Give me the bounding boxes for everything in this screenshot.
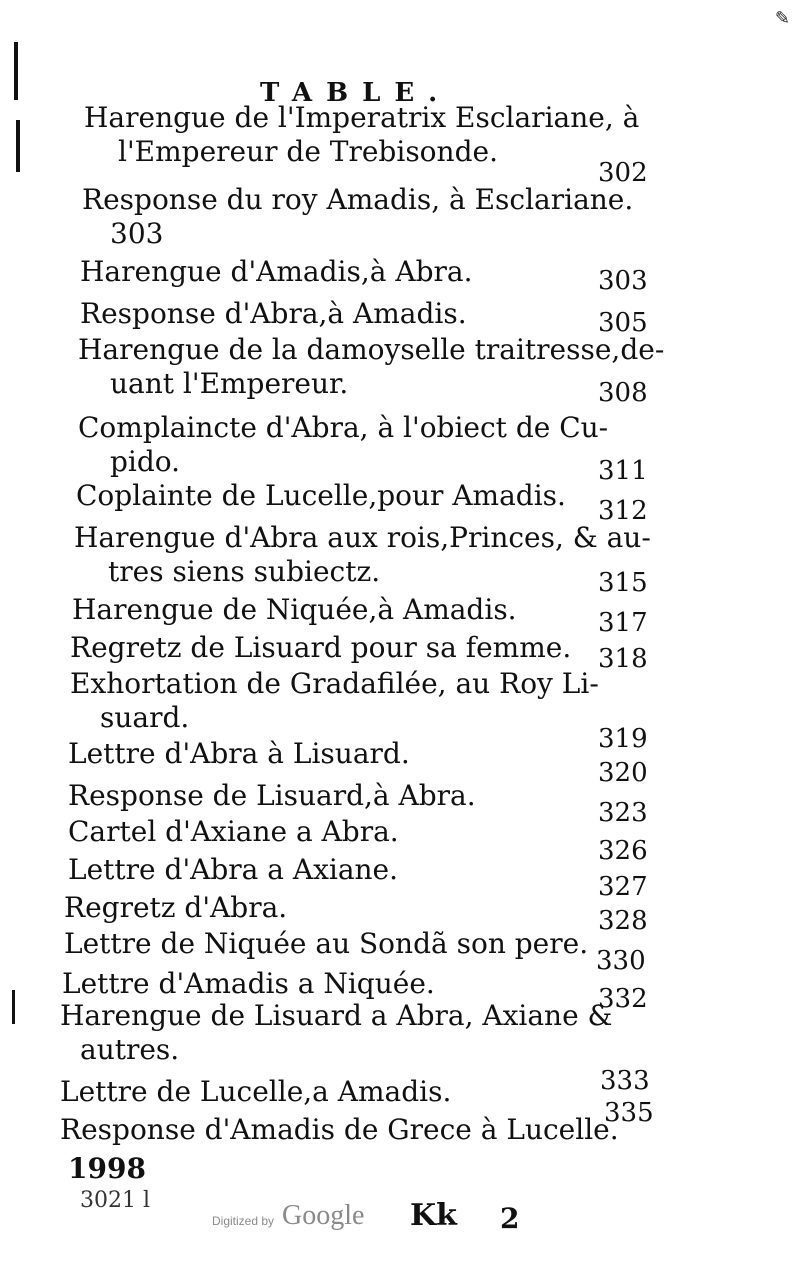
toc-entry-page-number: 327 [598,872,648,902]
google-watermark: Google [282,1200,365,1231]
toc-entry-title: Lettre de Lucelle,a Amadis. [60,1075,452,1108]
toc-entry-page-number: 330 [596,946,646,976]
toc-entry-continuation: pido. [110,445,181,478]
toc-entry-page-number: 317 [598,608,648,638]
toc-entry-title: Lettre d'Amadis a Niquée. [62,967,435,1000]
toc-entry-page-number: 333 [600,1066,650,1096]
toc-entry-title: Harengue d'Abra aux rois,Princes, & au- [74,521,651,554]
toc-entry-title: Harengue de Lisuard a Abra, Axiane & [60,999,613,1032]
toc-entry-title: Complaincte d'Abra, à l'obiect de Cu- [78,411,609,444]
toc-entry-title: Harengue de la damoyselle traitresse,de- [78,333,665,366]
margin-note-text: 3021 l [80,1188,151,1213]
toc-entry-title: Response de Lisuard,à Abra. [68,779,476,812]
toc-entry-page-number: 326 [598,836,648,866]
toc-entry-title: Lettre de Niquée au Sondã son pere. [64,927,589,960]
margin-note-number: 1998 [68,1152,146,1185]
toc-entry-title: Regretz d'Abra. [64,891,288,924]
toc-entry-page-number: 335 [604,1098,654,1128]
toc-entry-page-number: 312 [598,496,648,526]
toc-entry-page-number: 320 [598,758,648,788]
toc-entry-page-number: 318 [598,644,648,674]
toc-entry-title: Regretz de Lisuard pour sa femme. [70,631,572,664]
toc-entry-page-number: 305 [598,308,648,338]
toc-entry-page-number: 303 [598,266,648,296]
toc-entry-continuation: tres siens subiectz. [108,555,381,588]
toc-entry-page-number: 319 [598,724,648,754]
digitized-by-label: Digitized by [212,1214,275,1228]
toc-entry-page-number: 328 [598,906,648,936]
signature-mark: Kk [410,1198,457,1233]
toc-entry-continuation: suard. [100,701,190,734]
toc-entry-page-number: 311 [598,456,648,486]
toc-entry-title: Lettre d'Abra a Axiane. [68,853,399,886]
toc-entry-page-number: 315 [598,568,648,598]
toc-entry-page-number: 308 [598,378,648,408]
toc-entry-continuation: 303 [110,217,164,250]
toc-entry-page-number: 302 [598,158,648,188]
toc-entry-title: Coplainte de Lucelle,pour Amadis. [76,479,566,512]
toc-entry-title: Harengue d'Amadis,à Abra. [80,255,473,288]
corner-mark: ✎ [774,8,790,29]
toc-entry-page-number: 332 [598,984,648,1014]
running-head: TABLE. [260,78,452,108]
toc-entry-continuation: l'Empereur de Trebisonde. [118,135,498,168]
toc-entry-title: Harengue de l'Imperatrix Esclariane, à [84,101,640,134]
toc-entry-page-number: 323 [598,798,648,828]
toc-entry-title: Cartel d'Axiane a Abra. [68,815,399,848]
toc-entry-continuation: uant l'Empereur. [110,367,349,400]
signature-number: 2 [500,1202,520,1235]
toc-entry-continuation: autres. [80,1033,180,1066]
toc-entry-title: Response d'Abra,à Amadis. [80,297,467,330]
toc-entry-title: Response du roy Amadis, à Esclariane. [82,183,634,216]
toc-entry-title: Exhortation de Gradafilée, au Roy Li- [70,667,599,700]
toc-entry-title: Response d'Amadis de Grece à Lucelle. [60,1113,619,1146]
toc-entry-title: Harengue de Niquée,à Amadis. [72,593,517,626]
toc-entry-title: Lettre d'Abra à Lisuard. [68,737,410,770]
